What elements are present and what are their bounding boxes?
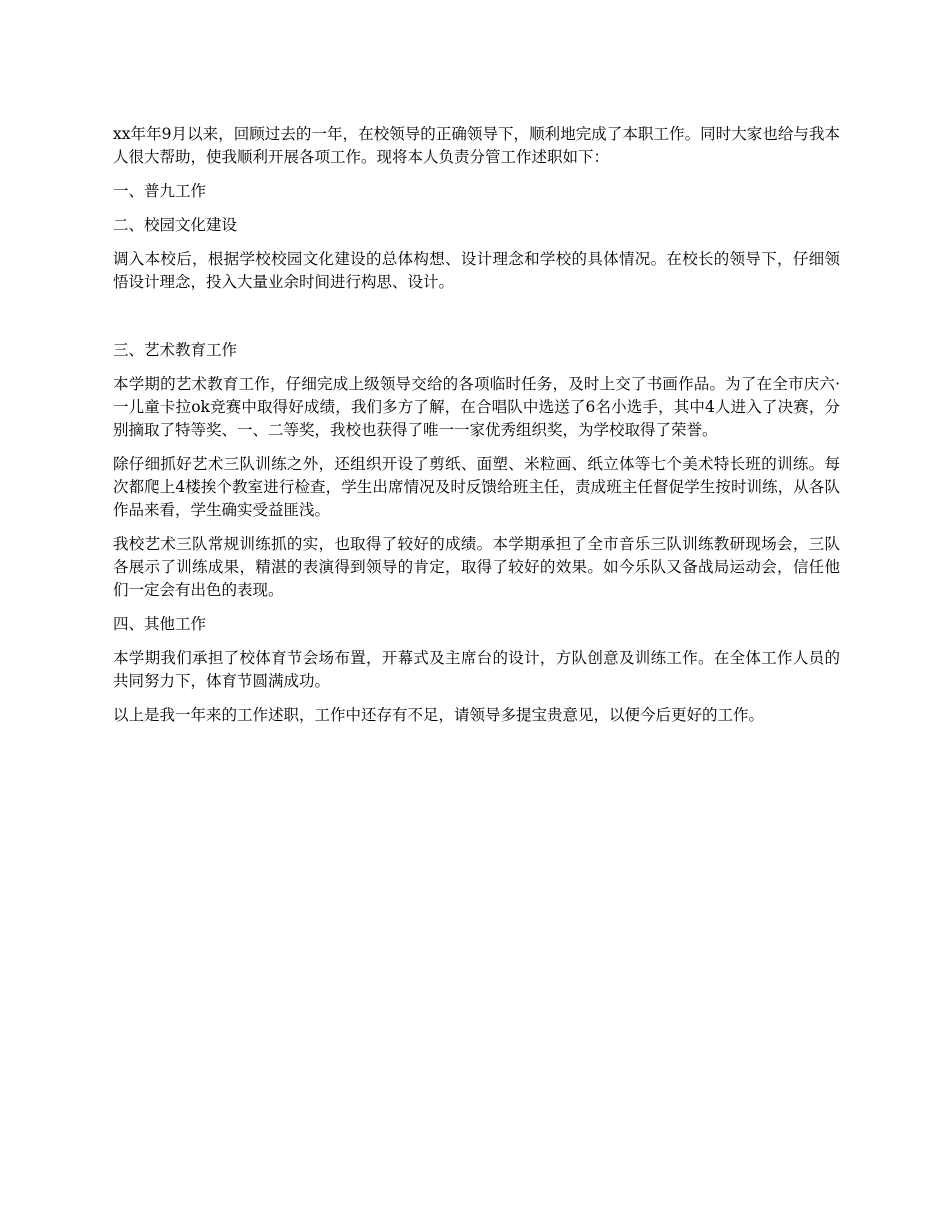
section-heading-3: 三、艺术教育工作 xyxy=(113,341,238,359)
document-page xyxy=(113,123,840,738)
section-4-paragraph: 本学期我们承担了校体育节会场布置，开幕式及主席台的设计，方队创意及训练工作。在全体工作人员的共同努力下，体育节圆满成功。 xyxy=(113,649,840,690)
closing-paragraph: 以上是我一年来的工作述职，工作中还存有不足，请领导多提宝贵意见，以便今后更好的工作。 xyxy=(113,706,765,724)
section-heading-1: 一、普九工作 xyxy=(113,182,207,200)
section-3-paragraph-3: 我校艺术三队常规训练抓的实，也取得了较好的成绩。本学期承担了全市音乐三队训练教研现场会，三队各展示了训练成果，精湛的表演得到领导的肯定，取得了较好的效果。如今乐队又备战局运动会，信任他们一定会有出色的表现。 xyxy=(113,535,840,599)
intro-paragraph: xx年年9月以来，回顾过去的一年，在校领导的正确领导下，顺利地完成了本职工作。同时大家也给与我本人很大帮助，使我顺利开展各项工作。现将本人负责分管工作述职如下： xyxy=(113,125,840,166)
section-3-paragraph-1: 本学期的艺术教育工作，仔细完成上级领导交给的各项临时任务，及时上交了书画作品。为了在全市庆六·一儿童卡拉ok竞赛中取得好成绩，我们多方了解，在合唱队中选送了6名小选手，其中4人进入了决赛，分别摘取了特等奖、一、二等奖，我校也获得了唯一一家优秀组织奖，为学校取得了荣誉。 xyxy=(113,375,840,439)
section-heading-4: 四、其他工作 xyxy=(113,615,207,633)
section-3-paragraph-2: 除仔细抓好艺术三队训练之外，还组织开设了剪纸、面塑、米粒画、纸立体等七个美术特长班的训练。每次都爬上4楼挨个教室进行检查，学生出席情况及时反馈给班主任，责成班主任督促学生按时训练，从各队作品来看，学生确实受益匪浅。 xyxy=(113,455,840,519)
blank-spacer xyxy=(113,305,840,339)
section-2-paragraph: 调入本校后，根据学校校园文化建设的总体构想、设计理念和学校的具体情况。在校长的领导下，仔细领悟设计理念，投入大量业余时间进行构思、设计。 xyxy=(113,250,840,291)
section-heading-2: 二、校园文化建设 xyxy=(113,216,238,234)
